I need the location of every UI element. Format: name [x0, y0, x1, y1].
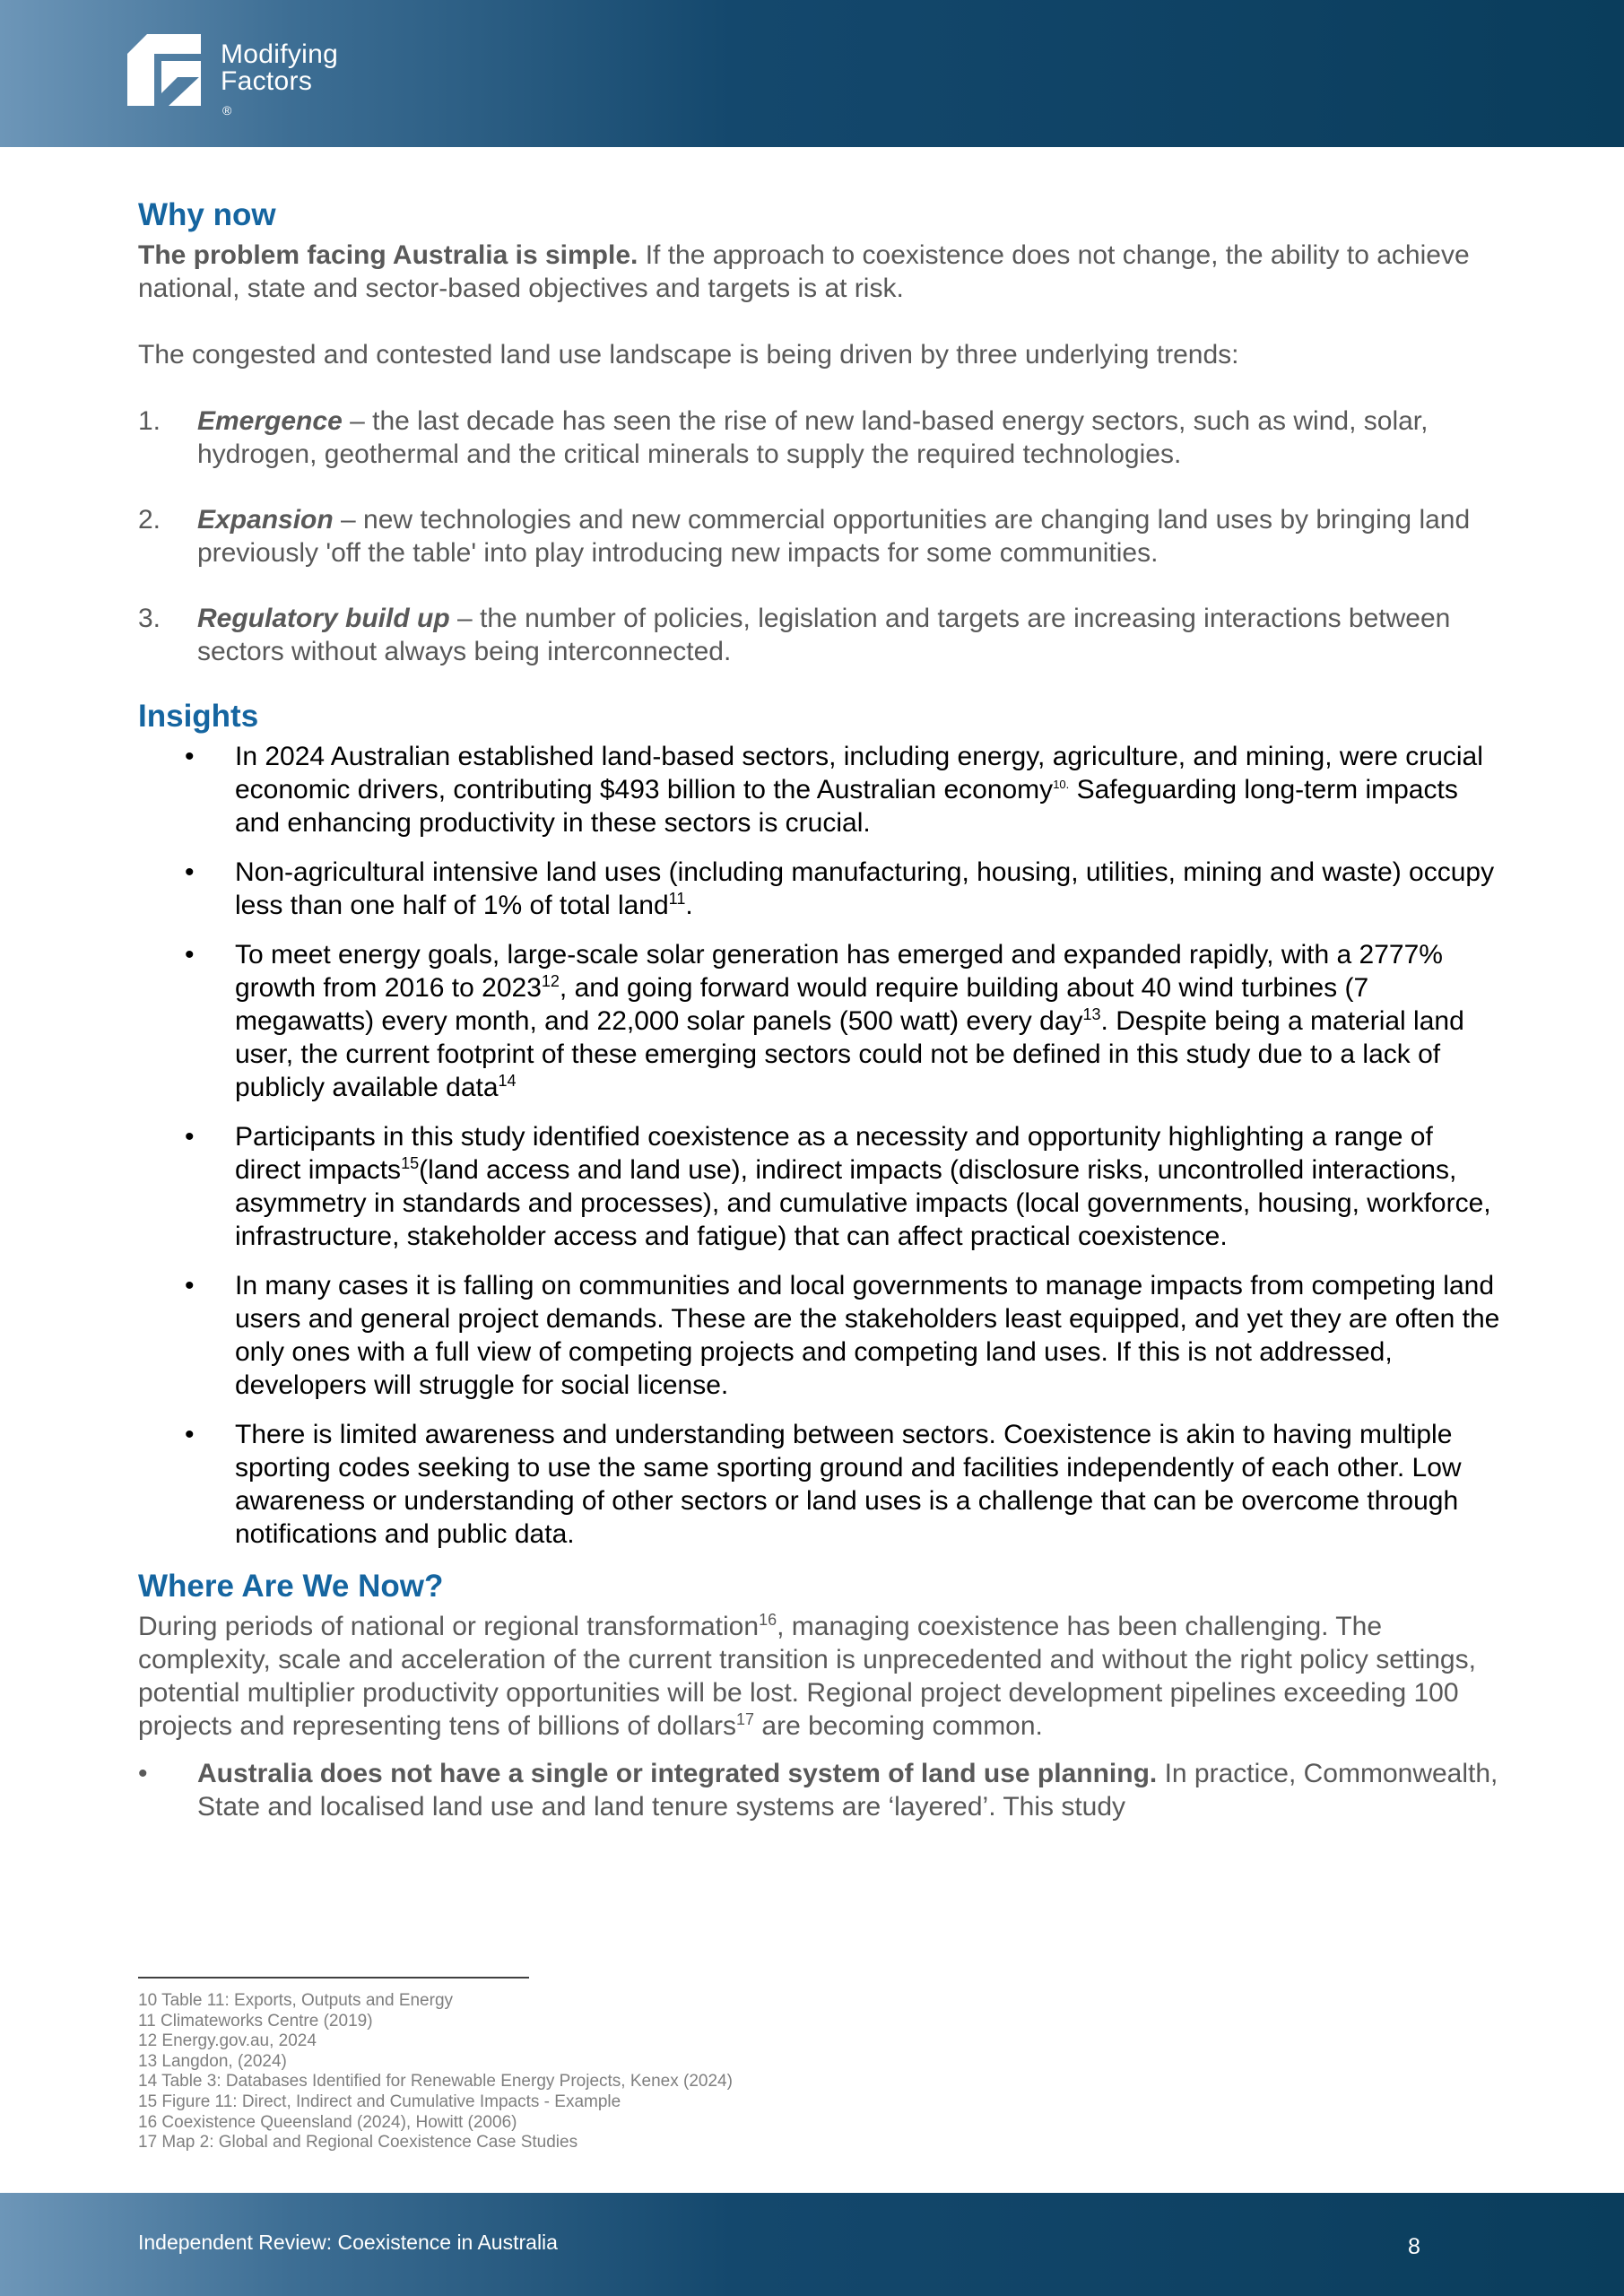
footnote: 17 Map 2: Global and Regional Coexistence Case Studies [138, 2133, 578, 2152]
insights-list [138, 740, 1501, 1551]
where-now-list [138, 1757, 1501, 1823]
insight-item: • In many cases it is falling on communities and local governments to manage impacts from competing land users and general project demands. These are the stakeholders least equipped, and yet they are often the only ones with a full view of competing projects and competing land uses. If this is not addressed, developers will struggle for social license. [185, 1271, 1500, 1400]
heading-where-are-we-now: Where Are We Now? [138, 1569, 444, 1604]
footnote: 10 Table 11: Exports, Outputs and Energy [138, 1991, 454, 2010]
heading-why-now: Why now [138, 197, 276, 232]
logo-mark-icon [127, 34, 201, 106]
page-number: 8 [1408, 2234, 1420, 2259]
bullet-icon: • [185, 1271, 195, 1300]
insight-item: • In 2024 Australian established land-based sectors, including energy, agriculture, and mining, were crucial economic drivers, contributing $493 billion to the Australian economy$^{10.}$ Safeguarding long-term impacts and enhancing productivity in these sectors is crucial. [185, 742, 1483, 838]
footnote: 12 Energy.gov.au, 2024 [138, 2031, 317, 2051]
logo-wordmark [221, 41, 338, 122]
footnote-separator [138, 1977, 529, 1979]
bullet-icon: • [185, 1420, 195, 1449]
insight-item: • There is limited awareness and understanding between sectors. Coexistence is akin to having multiple sporting codes seeking to use the same sporting ground and facilities independently of each other. Low awareness or understanding of other sectors or land uses is a challenge that can be overcome through notifications and public data. [185, 1420, 1462, 1549]
footnote: 16 Coexistence Queensland (2024), Howitt (2006) [138, 2112, 517, 2132]
trend-item: 2. Expansion – new technologies and new commercial opportunities are changing land uses by bringing land previously 'off the table' into play introducing new impacts for some communities. [138, 505, 1471, 568]
bullet-icon: • [185, 857, 195, 887]
bullet-icon: • [185, 742, 195, 771]
page-header-banner [0, 0, 1624, 147]
footnote: 15 Figure 11: Direct, Indirect and Cumulative Impacts - Example [138, 2092, 621, 2111]
insight-item: • To meet energy goals, large-scale solar generation has emerged and expanded rapidly, with a 2777% growth from 2016 to 2023$^{12}$, and going forward would require building about 40 wind turbines (7 megawatts) every month, and 22,000 solar panels (500 watt) every day$^{13}$. Despite being a material land user, the current footprint of these emerging sectors could not be defined in this study due to a lack of publicly available data$^{14}$ [185, 940, 1464, 1102]
bullet-icon: • [138, 1759, 148, 1788]
where-now-item: • Australia does not have a single or integrated system of land use planning. In practice, Commonwealth, State and localised land use and land tenure systems are ‘layered’. This study [138, 1759, 1498, 1822]
logo-line-1: Modifying [221, 39, 339, 69]
main-content [138, 194, 1501, 1823]
footer-title: Independent Review: Coexistence in Australia [138, 2231, 558, 2254]
footnote: 11 Climateworks Centre (2019) [138, 2011, 373, 2031]
bullet-icon: • [185, 1122, 195, 1152]
bullet-icon: • [185, 940, 195, 970]
heading-insights: Insights [138, 699, 259, 734]
registered-mark: ® [222, 103, 232, 117]
insight-item: • Non-agricultural intensive land uses (including manufacturing, housing, utilities, mining and waste) occupy less than one half of 1% of total land$^{11}$. [185, 857, 1495, 920]
where-now-paragraph: During periods of national or regional transformation$^{16}$, managing coexistence has been challenging. The complexity, scale and acceleration of the current transition is unprecedented and without the right policy settings, potential multiplier productivity opportunities will be lost. Regional project development pipelines exceeding 100 projects and representing tens of billions of dollars$^{17}$ are becoming common. [138, 1611, 1476, 1741]
footnote: 13 Langdon, (2024) [138, 2051, 287, 2071]
modifying-factors-logo [127, 34, 360, 117]
page-footer-banner [0, 2193, 1624, 2296]
why-now-intro: The problem facing Australia is simple. If the approach to coexistence does not change, the ability to achieve national, state and sector-based objectives and targets is at risk. [138, 240, 1470, 303]
insight-item: • Participants in this study identified coexistence as a necessity and opportunity highlighting a range of direct impacts$^{15}$(land access and land use), indirect impacts (disclosure risks, uncontrolled interactions, asymmetry in standards and processes), and cumulative impacts (local governments, housing, workforce, infrastructure, stakeholder access and fatigue) that can affect practical coexistence. [185, 1122, 1491, 1251]
trends-intro: The congested and contested land use landscape is being driven by three underlying trends: [138, 340, 1239, 370]
trend-item: 3. Regulatory build up – the number of policies, legislation and targets are increasing interactions between sectors without always being interconnected. [138, 604, 1451, 666]
footnote: 14 Table 3: Databases Identified for Renewable Energy Projects, Kenex (2024) [138, 2072, 733, 2092]
trends-list [138, 404, 1501, 668]
footnotes [138, 1991, 1214, 2153]
trend-item: 1. Emergence – the last decade has seen the rise of new land-based energy sectors, such as wind, solar, hydrogen, geothermal and the critical minerals to supply the required technologies. [138, 406, 1429, 469]
logo-line-2: Factors ® [221, 68, 338, 122]
